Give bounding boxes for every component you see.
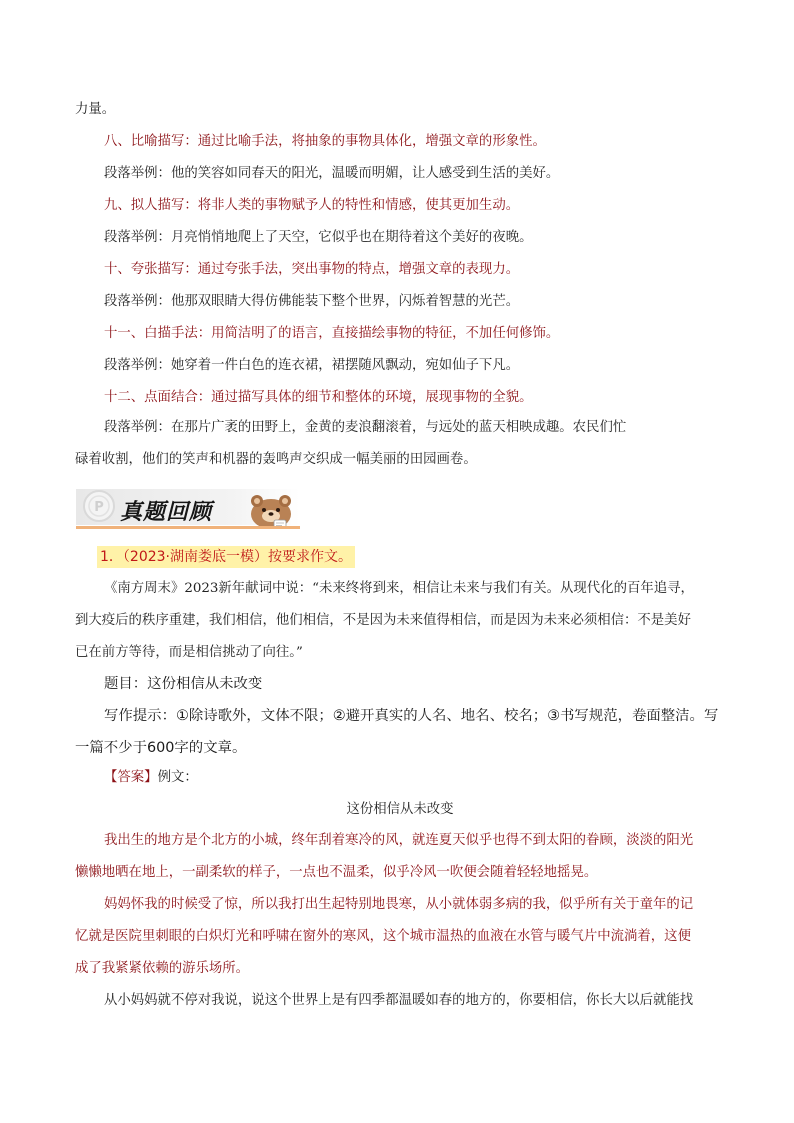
banner-title: 真题回顾 xyxy=(120,500,213,525)
essay-p2-line1: 妈妈怀我的时候受了惊，所以我打出生起特别地畏寒，从小就体弱多病的我，似乎所有关于童年的记 xyxy=(104,897,694,912)
example-metaphor: 段落举例：他的笑容如同春天的阳光，温暖而明媚，让人感受到生活的美好。 xyxy=(104,166,560,181)
essay-p2-line2: 忆就是医院里刺眼的白炽灯光和呼啸在窗外的寒风，这个城市温热的血液在水管与暖气片中流淌着，这便 xyxy=(75,929,691,944)
heading-personification: 九、拟人描写：将非人类的事物赋予人的特性和情感，使其更加生动。 xyxy=(104,198,520,213)
heading-point-surface: 十二、点面结合：通过描写具体的细节和整体的环境，展现事物的全貌。 xyxy=(104,390,533,405)
paragraph-continuation: 力量。 xyxy=(75,102,116,117)
example-exaggeration: 段落举例：他那双眼睛大得仿佛能装下整个世界，闪烁着智慧的光芒。 xyxy=(104,294,520,309)
essay-p1-line2: 懒懒地晒在地上，一副柔软的样子，一点也不温柔，似乎冷风一吹便会随着轻轻地摇晃。 xyxy=(75,865,598,880)
section-banner xyxy=(76,484,300,528)
answer-header xyxy=(104,768,725,788)
heading-metaphor: 八、比喻描写：通过比喻手法，将抽象的事物具体化，增强文章的形象性。 xyxy=(104,134,546,149)
writing-tips-line1: 写作提示：①除诗歌外，文体不限；②避开真实的人名、地名、校名；③书写规范，卷面整洁。写 xyxy=(104,708,719,724)
bear-mascot-icon xyxy=(246,484,296,528)
example-personification: 段落举例：月亮悄悄地爬上了天空，它似乎也在期待着这个美好的夜晚。 xyxy=(104,230,533,245)
question-label: 1．（2023·湖南娄底一模）按要求作文。 xyxy=(97,546,355,568)
prompt-line3: 已在前方等待，而是相信挑动了向往。” xyxy=(75,645,303,660)
banner-underline xyxy=(76,526,300,529)
writing-tips-line2: 一篇不少于600字的文章。 xyxy=(75,740,247,756)
essay-title: 这份相信从未改变 xyxy=(346,802,454,817)
essay-p2-line3: 成了我紧紧依赖的游乐场所。 xyxy=(75,961,250,976)
heading-exaggeration: 十、夸张描写：通过夸张手法，突出事物的特点，增强文章的表现力。 xyxy=(104,262,520,277)
example-line-drawing: 段落举例：她穿着一件白色的连衣裙，裙摆随风飘动，宛如仙子下凡。 xyxy=(104,358,520,373)
prompt-line1: 《南方周末》2023新年献词中说：“未来终将到来，相信让未来与我们有关。从现代化的百年追寻， xyxy=(104,581,694,596)
example-point-surface-line1: 段落举例：在那片广袤的田野上，金黄的麦浪翻滚着，与远处的蓝天相映成趣。农民们忙 xyxy=(104,420,627,435)
essay-p3-line1: 从小妈妈就不停对我说，说这个世界上是有四季都温暖如春的地方的，你要相信，你长大以后就能找 xyxy=(104,993,694,1008)
answer-tag: 【答案】 xyxy=(104,770,158,785)
essay-topic: 题目：这份相信从未改变 xyxy=(104,676,263,692)
essay-p1-line1: 我出生的地方是个北方的小城，终年刮着寒冷的风，就连夏天似乎也得不到太阳的眷顾，淡淡的阳光 xyxy=(104,833,694,848)
answer-sample-label: 例文： xyxy=(157,770,198,785)
svg-text:P: P xyxy=(94,500,104,515)
prompt-line2: 到大疫后的秩序重建，我们相信，他们相信，不是因为未来值得相信，而是因为未来必须相信：不是美好 xyxy=(75,613,691,628)
p-logo-icon xyxy=(82,489,116,523)
example-point-surface-line2: 碌着收割，他们的笑声和机器的轰鸣声交织成一幅美丽的田园画卷。 xyxy=(75,452,477,467)
heading-line-drawing: 十一、白描手法：用简洁明了的语言，直接描绘事物的特征，不加任何修饰。 xyxy=(104,326,560,341)
